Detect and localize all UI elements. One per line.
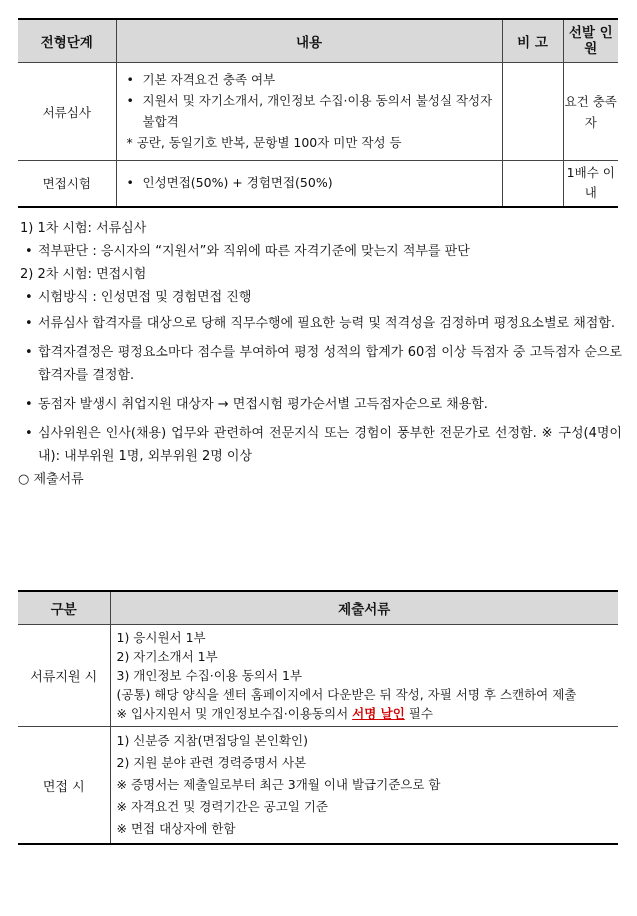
doc-line: [117, 704, 613, 723]
list-item: • 기본 자격요건 충족 여부: [121, 69, 498, 90]
selection-process-table: [18, 18, 618, 208]
criteria-list: [121, 69, 498, 132]
header-remark: 비 고: [502, 19, 563, 63]
category-cell: 서류지원 시: [18, 625, 110, 727]
category-cell: 면접 시: [18, 727, 110, 845]
doc-line: (공통) 해당 양식을 센터 홈페이지에서 다운받은 뒤 작성, 자필 서명 후 스캔하여 제출: [116, 687, 577, 702]
documents-cell: [110, 625, 618, 727]
table-row: [18, 625, 618, 727]
doc-line: ※ 자격요건 및 경력기간은 공고일 기준: [116, 799, 328, 814]
doc-line: 2) 지원 분야 관련 경력증명서 사본: [116, 755, 307, 770]
documents-heading: ○ 제출서류: [18, 472, 84, 487]
remark-cell: [502, 63, 563, 161]
list-item: • 적부판단 : 응시자의 “지원서”와 직위에 따른 자격기준에 맞는지 적부를 판단: [18, 240, 622, 263]
step1-title: 1) 1차 시험: 서류심사: [20, 221, 147, 236]
header-stage: 전형단계: [18, 19, 116, 63]
header-count: 선발 인원: [563, 19, 618, 63]
count-cell: 1배수 이내: [563, 161, 618, 207]
criteria-list: [121, 172, 498, 193]
doc-line: ※ 증명서는 제출일로부터 최근 3개월 이내 발급기준으로 함: [116, 777, 441, 792]
stage-cell: 서류심사: [18, 63, 116, 161]
note-text: * 공란, 동일기호 반복, 문항별 100자 미만 작성 등: [126, 135, 402, 150]
doc-line-prefix: ※ 입사지원서 및 개인정보수집·이용동의서: [116, 706, 353, 721]
doc-line: 1) 응시원서 1부: [116, 630, 206, 645]
list-item: • 지원서 및 자기소개서, 개인정보 수집·이용 동의서 불성실 작성자 불합격: [121, 90, 498, 132]
header-content: 내용: [116, 19, 502, 63]
content-cell: [116, 63, 502, 161]
table-row: [18, 161, 618, 207]
list-item: • 합격자결정은 평정요소마다 점수를 부여하여 평정 성적의 합계가 60점 이상 득점자 중 고득점자 순으로 합격자를 결정함.: [18, 341, 622, 387]
documents-table: [18, 590, 618, 845]
list-item: • 동점자 발생시 취업지원 대상자 → 면접시험 평가순서별 고득점자순으로 채용함.: [18, 393, 622, 416]
content-cell: [116, 161, 502, 207]
list-item: • 서류심사 합격자를 대상으로 당해 직무수행에 필요한 능력 및 적격성을 검정하며 평정요소별로 채점함.: [18, 312, 622, 335]
doc-line: 3) 개인정보 수집·이용 동의서 1부: [116, 668, 303, 683]
table-header-row: [18, 591, 618, 625]
doc-line-suffix: 필수: [404, 706, 433, 721]
documents-cell: [110, 727, 618, 845]
list-item: • 인성면접(50%) + 경험면접(50%): [121, 172, 498, 193]
table-row: [18, 63, 618, 161]
stage-cell: 면접시험: [18, 161, 116, 207]
list-item: • 심사위원은 인사(채용) 업무와 관련하여 전문지식 또는 경험이 풍부한 전문가로 선정함. ※ 구성(4명이내): 내부위원 1명, 외부위원 2명 이상: [18, 422, 622, 468]
count-cell: 요건 충족자: [563, 63, 618, 161]
doc-line: 1) 신분증 지참(면접당일 본인확인): [116, 733, 308, 748]
exam-steps: [18, 217, 622, 491]
table-header-row: [18, 19, 618, 63]
step2-title: 2) 2차 시험: 면접시험: [20, 267, 147, 282]
header-documents: 제출서류: [110, 591, 618, 625]
list-item: • 시험방식 : 인성면접 및 경험면접 진행: [18, 286, 622, 309]
doc-line: ※ 면접 대상자에 한함: [116, 821, 236, 836]
table-row: [18, 727, 618, 845]
doc-line: 2) 자기소개서 1부: [116, 649, 218, 664]
signature-highlight: 서명 날인: [352, 706, 405, 721]
remark-cell: [502, 161, 563, 207]
header-category: 구분: [18, 591, 110, 625]
